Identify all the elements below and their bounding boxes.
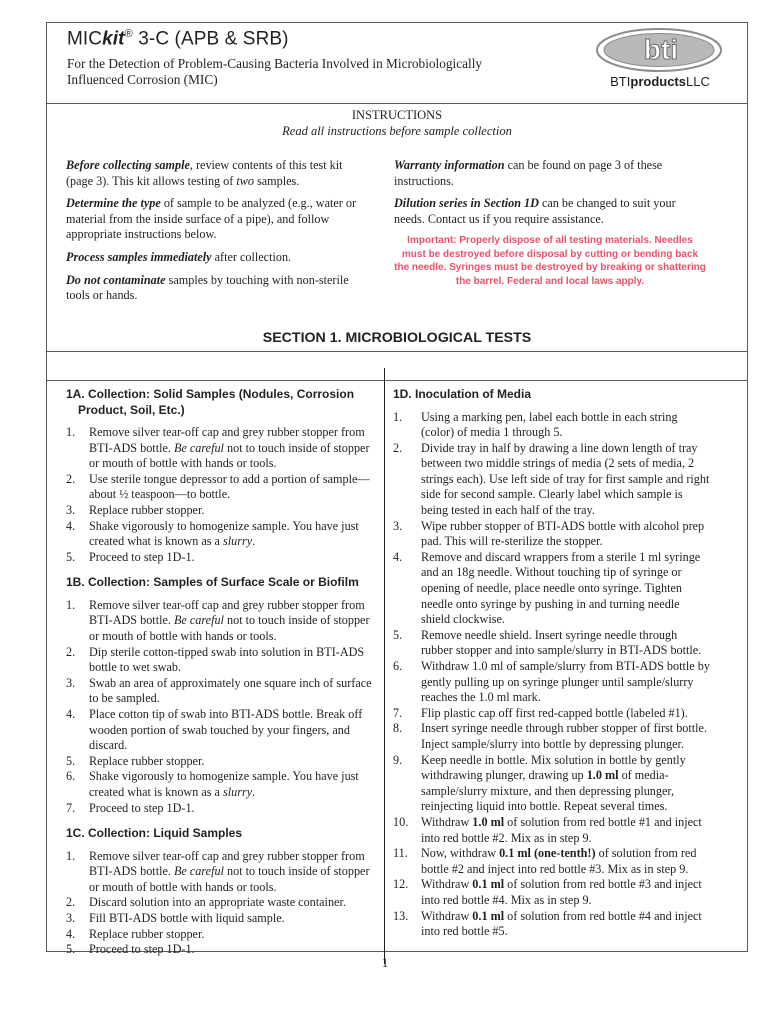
list-item: 5. Replace rubber stopper.: [66, 753, 205, 768]
list-item: 12. Withdraw 0.1 ml of solution from red bottle #3 and inject into red bottle #4. Mix as in step 9.: [393, 877, 702, 907]
intro-right: [394, 158, 709, 288]
section-1c-title: 1C. Collection: Liquid Samples: [66, 826, 243, 841]
intro-paragraph: Do not contaminate samples by touching with non-sterile tools or hands.: [66, 272, 349, 303]
collection-column: [66, 387, 378, 968]
logo-text: bti: [643, 34, 679, 65]
section-1b-steps: [66, 598, 378, 816]
list-item: 1. Remove silver tear-off cap and grey rubber stopper from BTI-ADS bottle. Be careful not to touch inside of stopper or mouth of bottle with hands or tools.: [66, 597, 370, 644]
list-item: 11. Now, withdraw 0.1 ml (one-tenth!) of solution from red bottle #2 and inject into red bottle #3. Mix as in step 9.: [393, 846, 697, 876]
list-item: 3. Swab an area of approximately one square inch of surface to be sampled.: [66, 675, 372, 706]
list-item: 3. Wipe rubber stopper of BTI-ADS bottle with alcohol prep pad. This will re-sterilize the stopper.: [393, 518, 705, 549]
inoculation-column: [393, 387, 711, 950]
section-1d-steps: [393, 410, 711, 940]
intro-left: [66, 158, 362, 311]
instructions-heading: [47, 107, 747, 139]
list-item: 7. Proceed to step 1D-1.: [66, 800, 195, 815]
list-item: 6. Shake vigorously to homogenize sample. You have just created what is known as a slurry.: [66, 769, 359, 799]
bti-logo: [595, 27, 723, 73]
column-divider: [384, 368, 385, 964]
page-frame: [46, 22, 748, 957]
instructions-title: INSTRUCTIONS: [351, 108, 443, 122]
section-divider-bottom: [47, 380, 747, 381]
list-item: 4. Shake vigorously to homogenize sample. You have just created what is known as a slurry.: [66, 518, 359, 549]
instructions-subtitle: Read all instructions before sample collection: [282, 124, 512, 138]
list-item: 4. Remove and discard wrappers from a sterile 1 ml syringe and an 18g needle. Without touching tip of syringe or opening of needle, place needle onto syringe. Tighten needle onto syringe by pushing in and turning needle shield clockwise.: [393, 549, 701, 627]
list-item: 2. Dip sterile cotton-tipped swab into solution in BTI-ADS bottle to wet swab.: [66, 644, 365, 675]
list-item: 1. Using a marking pen, label each bottle in each string (color) of media 1 through 5.: [393, 409, 678, 440]
disposal-warning: Important: Properly dispose of all testing materials. Needles must be destroyed before disposal by cutting or bending back the needle. Syringes must be destroyed by breaking or shattering the barrel. Federal and local laws apply.: [394, 235, 706, 287]
list-item: 1. Remove silver tear-off cap and grey rubber stopper from BTI-ADS bottle. Be careful not to touch inside of stopper or mouth of bottle with hands or tools.: [66, 848, 370, 894]
list-item: 1. Remove silver tear-off cap and grey rubber stopper from BTI-ADS bottle. Be careful not to touch inside of stopper or mouth of bottle with hands or tools.: [66, 425, 370, 471]
list-item: 4. Replace rubber stopper.: [66, 926, 205, 941]
dilution-paragraph: Dilution series in Section 1D can be changed to suit your needs. Contact us if you require assistance.: [394, 196, 676, 226]
list-item: 3. Replace rubber stopper.: [66, 502, 205, 517]
intro-paragraph: Process samples immediately after collection.: [66, 249, 292, 264]
header-divider: [47, 103, 747, 104]
list-item: 13. Withdraw 0.1 ml of solution from red bottle #4 and inject into red bottle #5.: [393, 908, 702, 939]
section-1d-title: 1D. Inoculation of Media: [393, 387, 532, 401]
section-1c-steps: [66, 849, 378, 958]
list-item: 2. Discard solution into an appropriate waste container.: [66, 895, 346, 910]
list-item: 5. Proceed to step 1D-1.: [66, 942, 195, 957]
list-item: 8. Insert syringe needle through rubber stopper of first bottle. Inject sample/slurry into bottle by depressing plunger.: [393, 721, 707, 751]
page-title: MICkit® 3-C (APB & SRB): [67, 28, 289, 50]
section-1a-title: 1A. Collection: Solid Samples (Nodules, Corrosion Product, Soil, Etc.): [66, 387, 355, 417]
intro-paragraph: Before collecting sample, review contents of this test kit (page 3). This kit allows testing of two samples.: [66, 158, 343, 188]
page-number: 1: [381, 955, 389, 970]
list-item: 6. Withdraw 1.0 ml of sample/slurry from BTI-ADS bottle by gently pulling up on syringe plunger until sample/slurry reaches the 1.0 ml mark.: [393, 659, 710, 705]
list-item: 5. Remove needle shield. Insert syringe needle through rubber stopper and into sample/slurry in BTI-ADS bottle.: [393, 627, 702, 658]
list-item: 2. Divide tray in half by drawing a line down length of tray between two middle strings of media (2 sets of media, 2 strings each). Use left side of tray for first sample and right side for second sample. Clearly label which sample is being tested in each half of the tray.: [393, 440, 710, 518]
warranty-paragraph: Warranty information can be found on page 3 of these instructions.: [394, 158, 663, 188]
brand-name: BTIproductsLLC: [610, 74, 710, 89]
list-item: 9. Keep needle in bottle. Mix solution in bottle by gently withdrawing plunger, drawing up 1.0 ml of media-sample/slurry mixture, and then depressing plunger, reinjecting liquid into bottle. Repeat several times.: [393, 752, 686, 814]
list-item: 7. Flip plastic cap off first red-capped bottle (labeled #1).: [393, 705, 688, 720]
section-1b-title: 1B. Collection: Samples of Surface Scale or Biofilm: [66, 575, 359, 590]
list-item: 2. Use sterile tongue depressor to add a portion of sample—about ½ teaspoon—to bottle.: [66, 471, 370, 502]
list-item: 3. Fill BTI-ADS bottle with liquid sample.: [66, 911, 285, 926]
list-item: 10. Withdraw 1.0 ml of solution from red bottle #1 and inject into red bottle #2. Mix as in step 9.: [393, 814, 702, 845]
intro-paragraph: Determine the type of sample to be analyzed (e.g., water or material from the inside surface of a pipe), and follow appropriate instructions below.: [66, 196, 357, 242]
section-divider-top: [47, 351, 747, 352]
section-1a-steps: [66, 425, 378, 565]
section-title: SECTION 1. MICROBIOLOGICAL TESTS: [262, 330, 532, 346]
list-item: 5. Proceed to step 1D-1.: [66, 549, 195, 564]
page-subtitle: For the Detection of Problem-Causing Bacteria Involved in Microbiologically Influenced Corrosion (MIC): [67, 56, 483, 87]
list-item: 4. Place cotton tip of swab into BTI-ADS bottle. Break off wooden portion of swab touched by your fingers, and discard.: [66, 707, 363, 753]
